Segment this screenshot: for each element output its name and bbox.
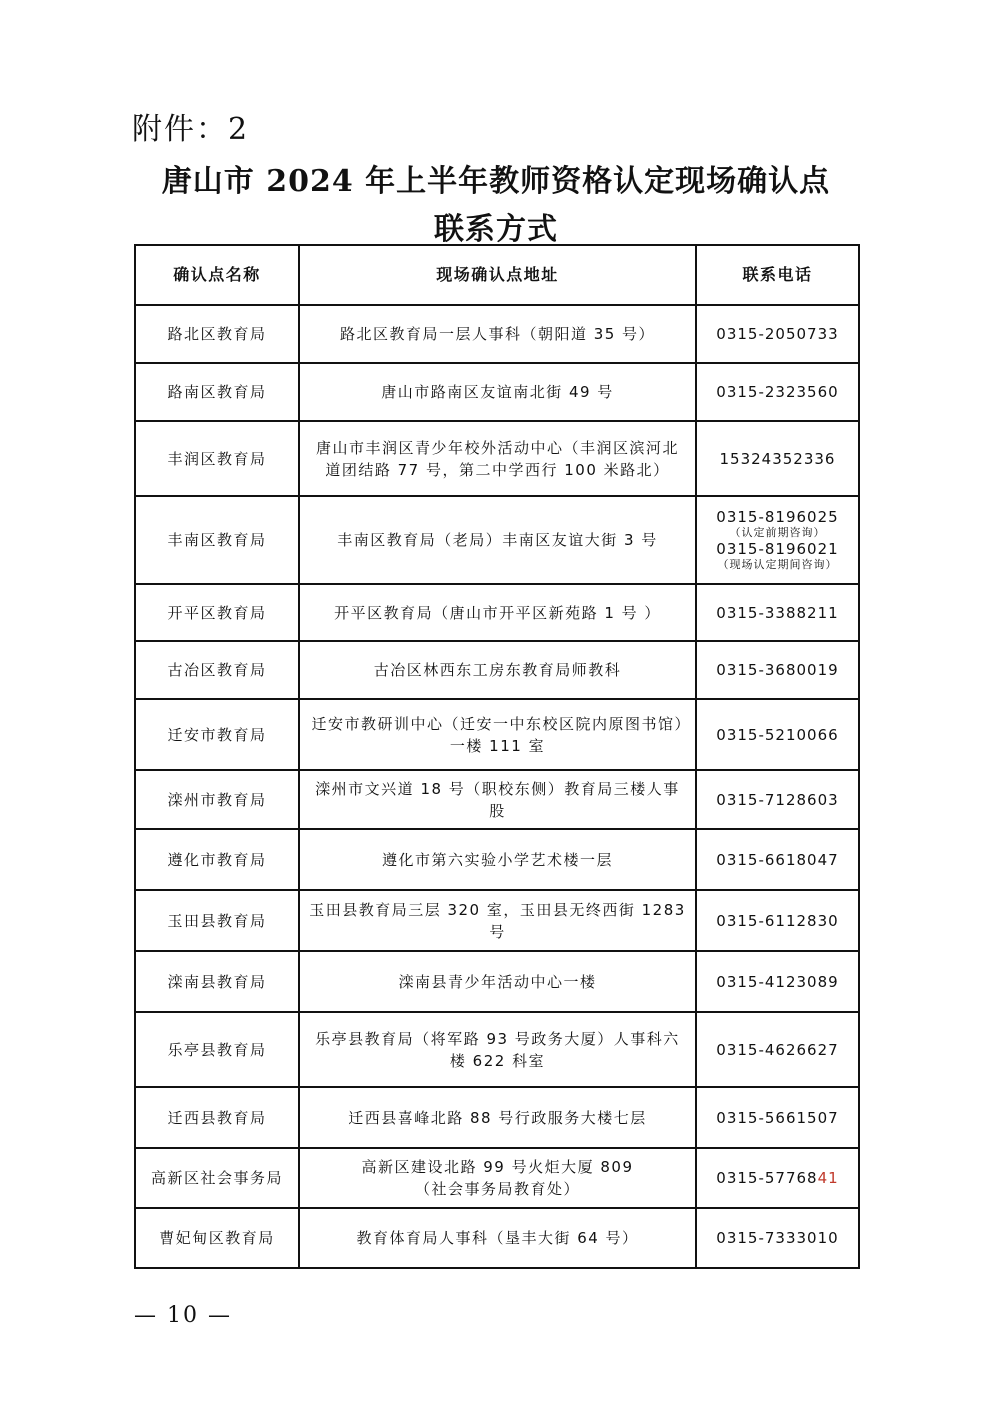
table-row [135,951,859,1012]
address-line: （社会事务局教育处） [414,1180,580,1198]
table-row [135,829,859,890]
cell-address: 遵化市第六实验小学艺术楼一层 [299,829,696,890]
cell-name: 路南区教育局 [135,363,299,421]
phone-note: （认定前期咨询） [729,526,826,539]
header-phone: 联系电话 [696,245,859,305]
cell-name: 丰润区教育局 [135,421,299,496]
cell-name: 滦南县教育局 [135,951,299,1012]
cell-phone: 15324352336 [696,421,859,496]
page-title: 唐山市 2024 年上半年教师资格认定现场确认点 [161,164,831,199]
cell-phone: 0315-7128603 [696,770,859,829]
address-line: 高新区建设北路 99 号火炬大厦 809 [361,1158,634,1176]
cell-phone: 0315-2323560 [696,363,859,421]
table-row [135,1208,859,1268]
cell-name: 迁安市教育局 [135,699,299,770]
phone-main: 0315-57768 [716,1169,818,1187]
cell-address: 丰南区教育局（老局）丰南区友谊大街 3 号 [299,496,696,584]
cell-phone: 0315-5661507 [696,1087,859,1148]
cell-phone: 0315-6112830 [696,890,859,951]
contact-table [134,244,860,1269]
table-row [135,699,859,770]
cell-phone [696,496,859,584]
cell-name: 古冶区教育局 [135,641,299,699]
cell-address: 玉田县教育局三层 320 室，玉田县无终西街 1283 号 [299,890,696,951]
table-row [135,1087,859,1148]
table-header-row [135,245,859,305]
cell-address: 唐山市丰润区青少年校外活动中心（丰润区滨河北道团结路 77 号，第二中学西行 100 米路北） [299,421,696,496]
cell-address [299,1148,696,1208]
cell-address: 教育体育局人事科（垦丰大街 64 号） [299,1208,696,1268]
cell-address: 迁西县喜峰北路 88 号行政服务大楼七层 [299,1087,696,1148]
cell-name: 玉田县教育局 [135,890,299,951]
phone-highlight: 41 [817,1169,839,1187]
cell-phone: 0315-6618047 [696,829,859,890]
phone-note: （现场认定期间咨询） [717,558,838,571]
page-number: — 10 — [134,1303,232,1328]
cell-name: 开平区教育局 [135,584,299,641]
table-row [135,641,859,699]
cell-name: 滦州市教育局 [135,770,299,829]
cell-address: 唐山市路南区友谊南北街 49 号 [299,363,696,421]
table-row [135,584,859,641]
cell-name: 迁西县教育局 [135,1087,299,1148]
cell-address: 开平区教育局（唐山市开平区新苑路 1 号 ） [299,584,696,641]
cell-address: 乐亭县教育局（将军路 93 号政务大厦）人事科六楼 622 科室 [299,1012,696,1087]
table-row [135,421,859,496]
cell-phone [696,1148,859,1208]
cell-phone: 0315-5210066 [696,699,859,770]
phone-line: 0315-8196021 [716,540,839,558]
header-name: 确认点名称 [135,245,299,305]
cell-phone: 0315-7333010 [696,1208,859,1268]
cell-address: 滦州市文兴道 18 号（职校东侧）教育局三楼人事股 [299,770,696,829]
table-row [135,770,859,829]
table-row [135,305,859,363]
cell-address: 滦南县青少年活动中心一楼 [299,951,696,1012]
table-row [135,890,859,951]
header-address: 现场确认点地址 [299,245,696,305]
cell-name: 路北区教育局 [135,305,299,363]
table-row [135,363,859,421]
cell-phone: 0315-3680019 [696,641,859,699]
cell-phone: 0315-4626627 [696,1012,859,1087]
cell-name: 高新区社会事务局 [135,1148,299,1208]
attachment-label: 附件：2 [132,112,250,147]
cell-phone: 0315-2050733 [696,305,859,363]
cell-name: 遵化市教育局 [135,829,299,890]
cell-address: 迁安市教研训中心（迁安一中东校区院内原图书馆）一楼 111 室 [299,699,696,770]
table-row [135,1012,859,1087]
phone-line: 0315-8196025 [716,508,839,526]
cell-phone: 0315-3388211 [696,584,859,641]
cell-address: 路北区教育局一层人事科（朝阳道 35 号） [299,305,696,363]
cell-address: 古冶区林西东工房东教育局师教科 [299,641,696,699]
cell-name: 乐亭县教育局 [135,1012,299,1087]
cell-name: 曹妃甸区教育局 [135,1208,299,1268]
table-row [135,1148,859,1208]
table-row [135,496,859,584]
cell-name: 丰南区教育局 [135,496,299,584]
cell-phone: 0315-4123089 [696,951,859,1012]
page-subtitle: 联系方式 [434,212,558,247]
